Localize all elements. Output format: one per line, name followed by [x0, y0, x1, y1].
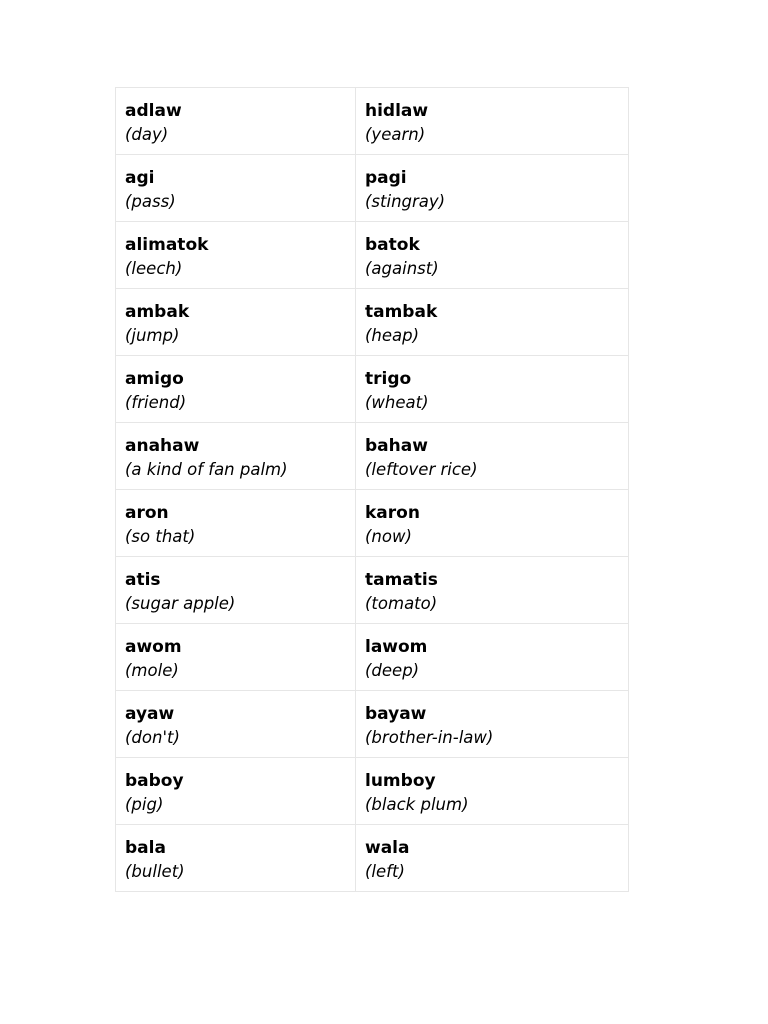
- left-cell: [116, 289, 356, 356]
- word: hidlaw: [365, 101, 429, 121]
- word: awom: [125, 637, 182, 657]
- right-cell: [356, 155, 629, 222]
- word: tambak: [365, 302, 438, 322]
- word: aron: [125, 503, 169, 523]
- left-cell: [116, 88, 356, 155]
- right-cell: [356, 758, 629, 825]
- right-cell: [356, 557, 629, 624]
- word-pair-table: [115, 87, 629, 892]
- meaning: (brother-in-law): [365, 728, 494, 747]
- table-row: [116, 155, 629, 222]
- table-row: [116, 490, 629, 557]
- meaning: (deep): [365, 661, 420, 680]
- right-cell: [356, 88, 629, 155]
- right-cell: [356, 825, 629, 892]
- right-cell: [356, 222, 629, 289]
- table-row: [116, 356, 629, 423]
- meaning: (left): [365, 862, 405, 881]
- meaning: (pig): [125, 795, 164, 814]
- word: bayaw: [365, 704, 427, 724]
- meaning: (heap): [365, 326, 420, 345]
- meaning: (bullet): [125, 862, 185, 881]
- meaning: (tomato): [365, 594, 438, 613]
- left-cell: [116, 557, 356, 624]
- left-cell: [116, 356, 356, 423]
- table-row: [116, 289, 629, 356]
- left-cell: [116, 423, 356, 490]
- word: atis: [125, 570, 161, 590]
- word: amigo: [125, 369, 184, 389]
- word: adlaw: [125, 101, 182, 121]
- meaning: (against): [365, 259, 439, 278]
- right-cell: [356, 356, 629, 423]
- word: lumboy: [365, 771, 436, 791]
- meaning: (now): [365, 527, 412, 546]
- meaning: (black plum): [365, 795, 469, 814]
- meaning: (so that): [125, 527, 196, 546]
- meaning: (jump): [125, 326, 180, 345]
- table-row: [116, 825, 629, 892]
- word: bahaw: [365, 436, 428, 456]
- table-row: [116, 758, 629, 825]
- left-cell: [116, 758, 356, 825]
- meaning: (friend): [125, 393, 187, 412]
- meaning: (mole): [125, 661, 179, 680]
- meaning: (yearn): [365, 125, 426, 144]
- meaning: (a kind of fan palm): [125, 460, 288, 479]
- table-row: [116, 691, 629, 758]
- left-cell: [116, 624, 356, 691]
- meaning: (don't): [125, 728, 180, 747]
- word: wala: [365, 838, 410, 858]
- word: trigo: [365, 369, 412, 389]
- word: bala: [125, 838, 166, 858]
- meaning: (leech): [125, 259, 183, 278]
- left-cell: [116, 825, 356, 892]
- meaning: (leftover rice): [365, 460, 478, 479]
- word: ambak: [125, 302, 190, 322]
- table-row: [116, 624, 629, 691]
- left-cell: [116, 222, 356, 289]
- word: karon: [365, 503, 420, 523]
- word: lawom: [365, 637, 428, 657]
- table-row: [116, 88, 629, 155]
- word: alimatok: [125, 235, 209, 255]
- right-cell: [356, 423, 629, 490]
- word: ayaw: [125, 704, 175, 724]
- right-cell: [356, 691, 629, 758]
- table-row: [116, 222, 629, 289]
- meaning: (day): [125, 125, 169, 144]
- right-cell: [356, 624, 629, 691]
- right-cell: [356, 289, 629, 356]
- left-cell: [116, 490, 356, 557]
- left-cell: [116, 155, 356, 222]
- left-cell: [116, 691, 356, 758]
- meaning: (sugar apple): [125, 594, 236, 613]
- word: baboy: [125, 771, 184, 791]
- meaning: (wheat): [365, 393, 429, 412]
- word: anahaw: [125, 436, 200, 456]
- word-pair-table-body: [116, 88, 629, 892]
- table-row: [116, 557, 629, 624]
- word: pagi: [365, 168, 407, 188]
- word: batok: [365, 235, 420, 255]
- word: tamatis: [365, 570, 438, 590]
- table-row: [116, 423, 629, 490]
- meaning: (stingray): [365, 192, 446, 211]
- right-cell: [356, 490, 629, 557]
- meaning: (pass): [125, 192, 176, 211]
- word: agi: [125, 168, 155, 188]
